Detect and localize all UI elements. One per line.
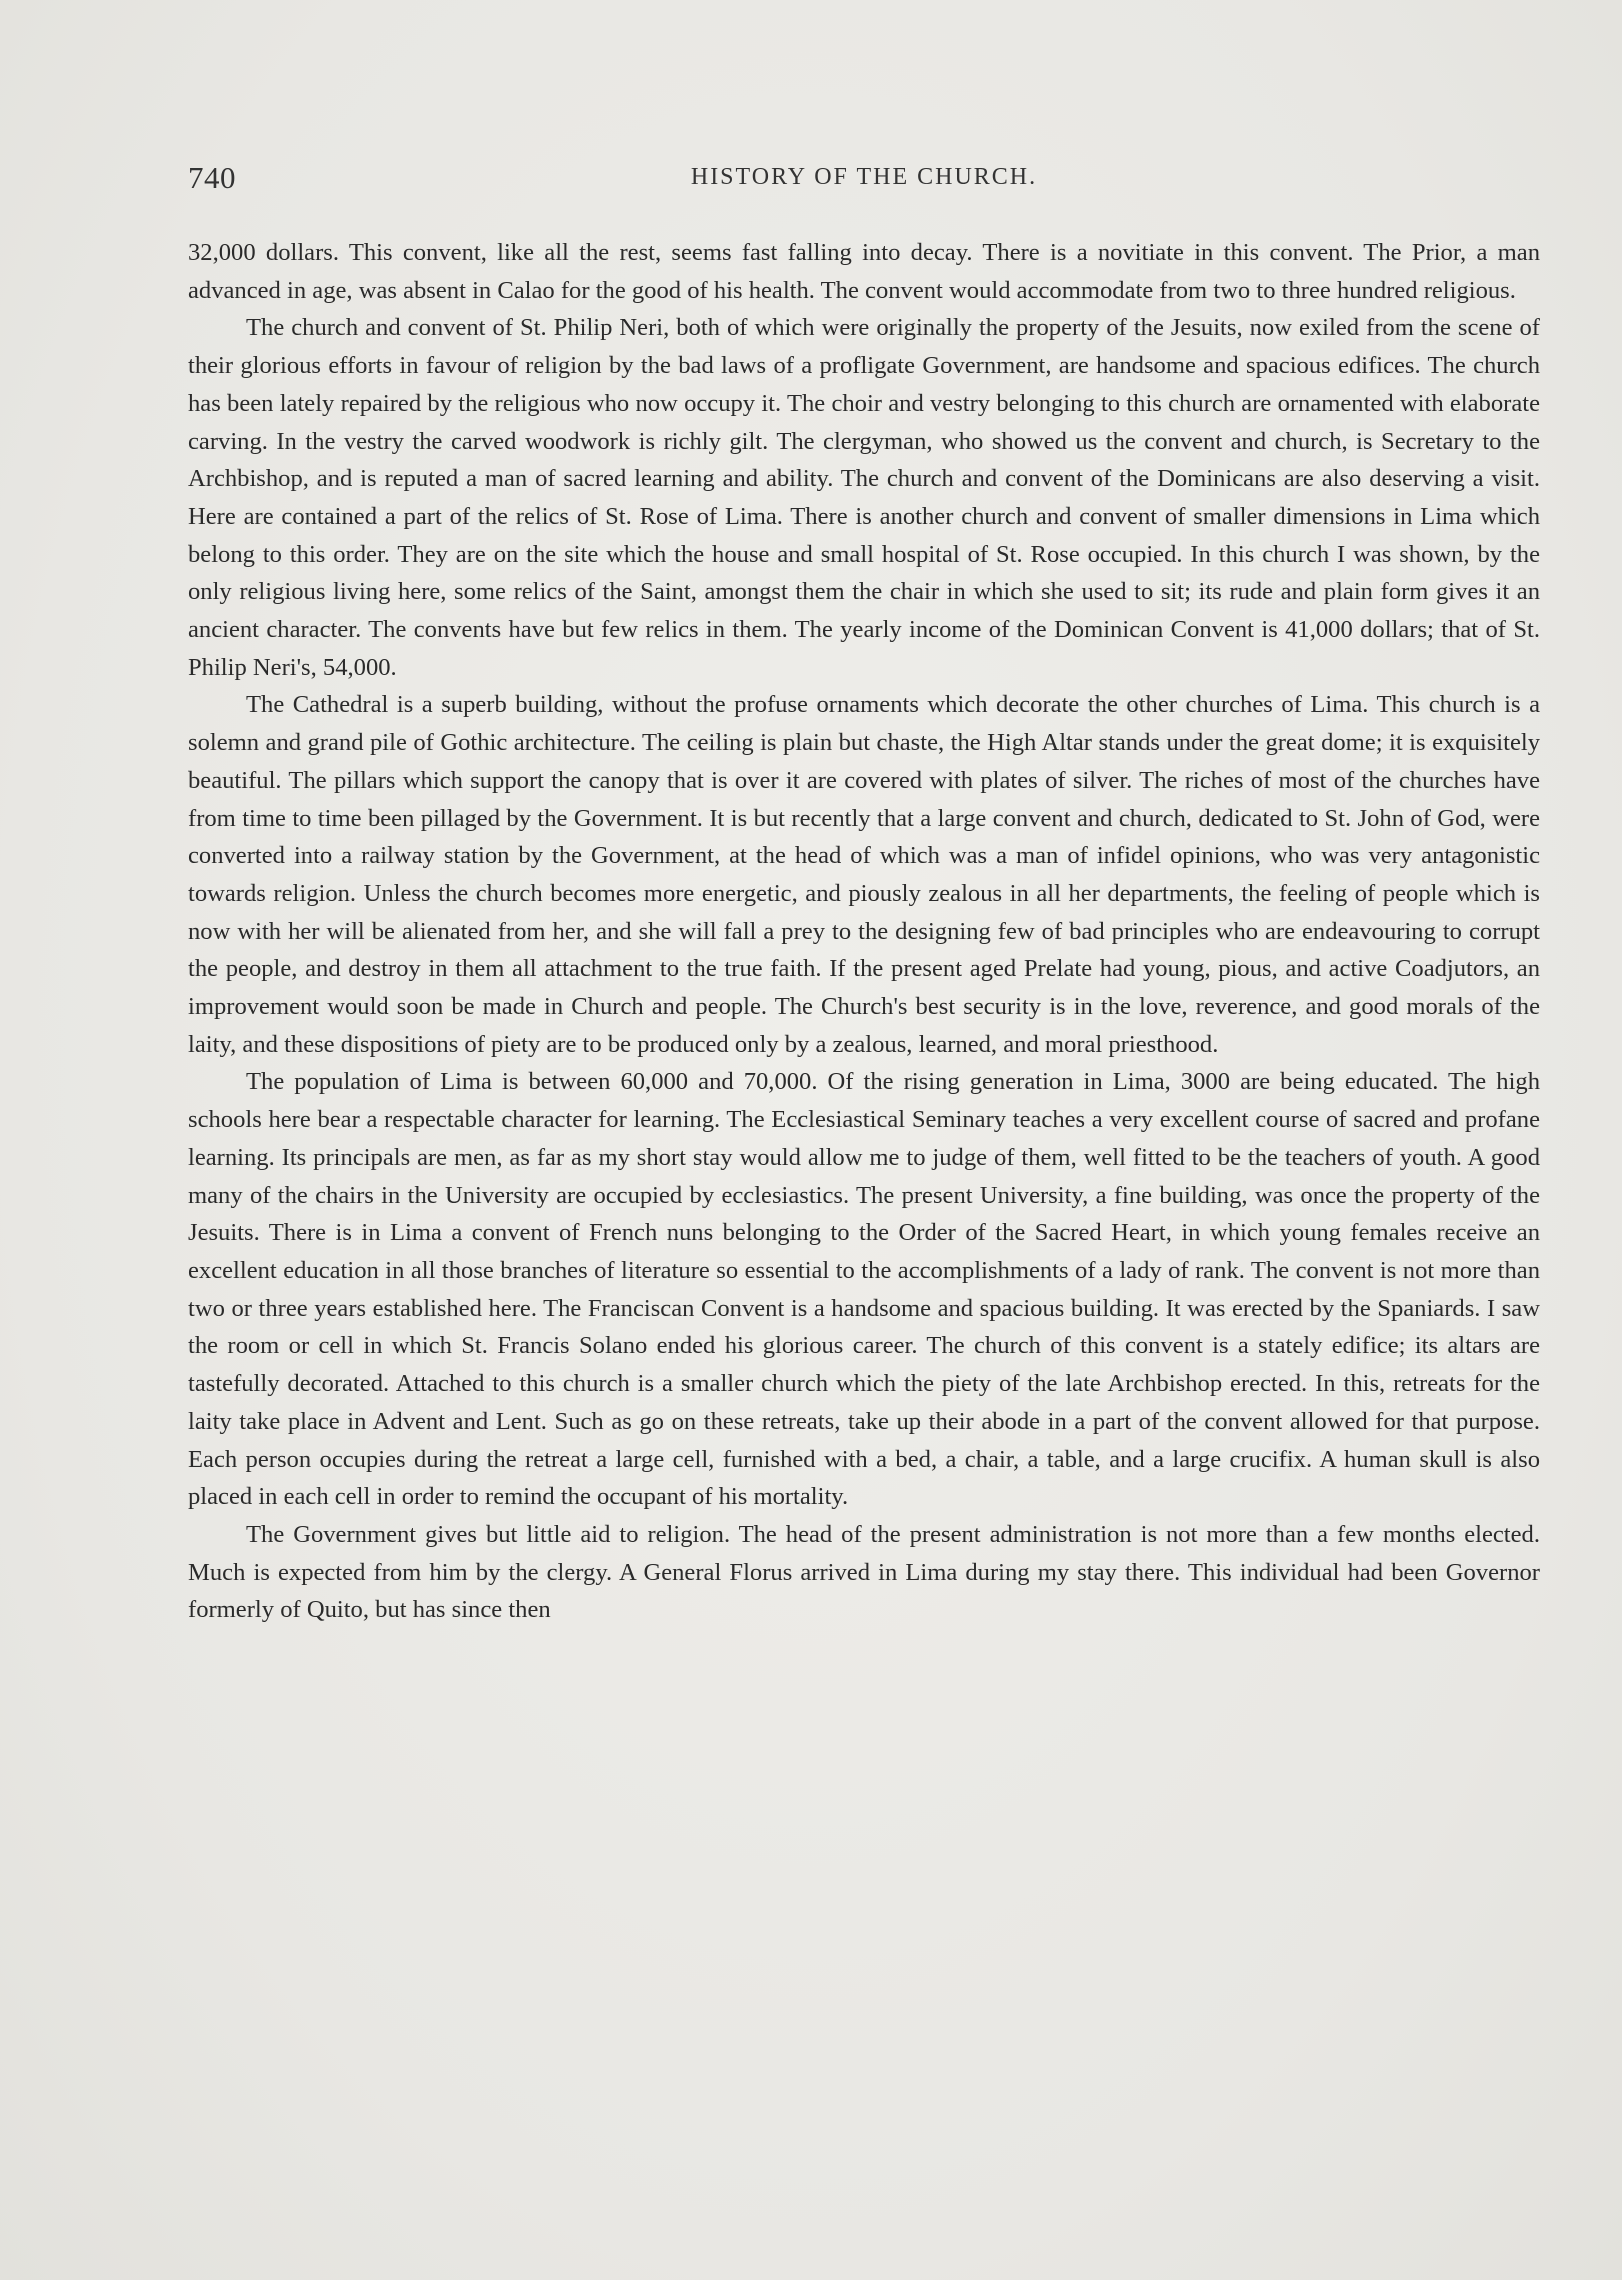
paragraph-cathedral: The Cathedral is a superb building, without the profuse ornaments which decorate the other churches of Lima. This church is a solemn and grand pile of Gothic architecture. The ceiling is plain but chaste, the High Altar stands under the great dome; it is exquisitely beautiful. The pillars which support the canopy that is over it are covered with plates of silver. The riches of most of the churches have from time to time been pillaged by the Government. It is but recently that a large convent and church, dedicated to St. John of God, were converted into a railway station by the Government, at the head of which was a man of infidel opinions, who was very antagonistic towards religion. Unless the church becomes more energetic, and piously zealous in all her departments, the feeling of people which is now with her will be alienated from her, and she will fall a prey to the designing few of bad principles who are endeavouring to corrupt the people, and destroy in them all attachment to the true faith. If the present aged Prelate had young, pious, and active Coadjutors, an improvement would soon be made in Church and people. The Church's best security is in the love, reverence, and good morals of the laity, and these dispositions of piety are to be produced only by a zealous, learned, and moral priesthood. (188, 691, 1540, 1058)
page-number: 740 (188, 160, 236, 195)
body-text (188, 234, 1540, 1629)
paragraph-continuation: 32,000 dollars. This convent, like all the rest, seems fast falling into decay. There is a novitiate in this convent. The Prior, a man advanced in age, was absent in Calao for the good of his health. The convent would accommodate from two to three hundred religious. (188, 239, 1540, 304)
running-head (188, 160, 1540, 200)
paragraph-st-philip-neri: The church and convent of St. Philip Neri, both of which were originally the property of the Jesuits, now exiled from the scene of their glorious efforts in favour of religion by the bad laws of a profligate Government, are handsome and spacious edifices. The church has been lately repaired by the religious who now occupy it. The choir and vestry belonging to this church are ornamented with elaborate carving. In the vestry the carved woodwork is richly gilt. The clergyman, who showed us the convent and church, is Secretary to the Archbishop, and is reputed a man of sacred learning and ability. The church and convent of the Dominicans are also deserving a visit. Here are contained a part of the relics of St. Rose of Lima. There is another church and convent of smaller dimensions in Lima which belong to this order. They are on the site which the house and small hospital of St. Rose occupied. In this church I was shown, by the only religious living here, some relics of the Saint, amongst them the chair in which she used to sit; its rude and plain form gives it an ancient character. The convents have but few relics in them. The yearly income of the Dominican Convent is 41,000 dollars; that of St. Philip Neri's, 54,000. (188, 314, 1540, 681)
paragraph-government: The Government gives but little aid to religion. The head of the present administration is not more than a few months elected. Much is expected from him by the clergy. A General Florus arrived in Lima during my stay there. This individual had been Governor formerly of Quito, but has since then (188, 1520, 1540, 1624)
paragraph-population: The population of Lima is between 60,000 and 70,000. Of the rising generation in Lima, 3000 are being educated. The high schools here bear a respectable character for learning. The Ecclesiastical Seminary teaches a very excellent course of sacred and profane learning. Its principals are men, as far as my short stay would allow me to judge of them, well fitted to be the teachers of youth. A good many of the chairs in the University are occupied by ecclesiastics. The present University, a fine building, was once the property of the Jesuits. There is in Lima a convent of French nuns belonging to the Order of the Sacred Heart, in which young females receive an excellent education in all those branches of literature so essential to the accomplishments of a lady of rank. The convent is not more than two or three years established here. The Franciscan Convent is a handsome and spacious building. It was erected by the Spaniards. I saw the room or cell in which St. Francis Solano ended his glorious career. The church of this convent is a stately edifice; its altars are tastefully decorated. Attached to this church is a smaller church which the piety of the late Archbishop erected. In this, retreats for the laity take place in Advent and Lent. Such as go on these retreats, take up their abode in a part of the convent allowed for that purpose. Each person occupies during the retreat a large cell, furnished with a bed, a chair, a table, and a large crucifix. A human skull is also placed in each cell in order to remind the occupant of his mortality. (188, 1068, 1540, 1511)
running-title: HISTORY OF THE CHURCH. (690, 164, 1038, 190)
